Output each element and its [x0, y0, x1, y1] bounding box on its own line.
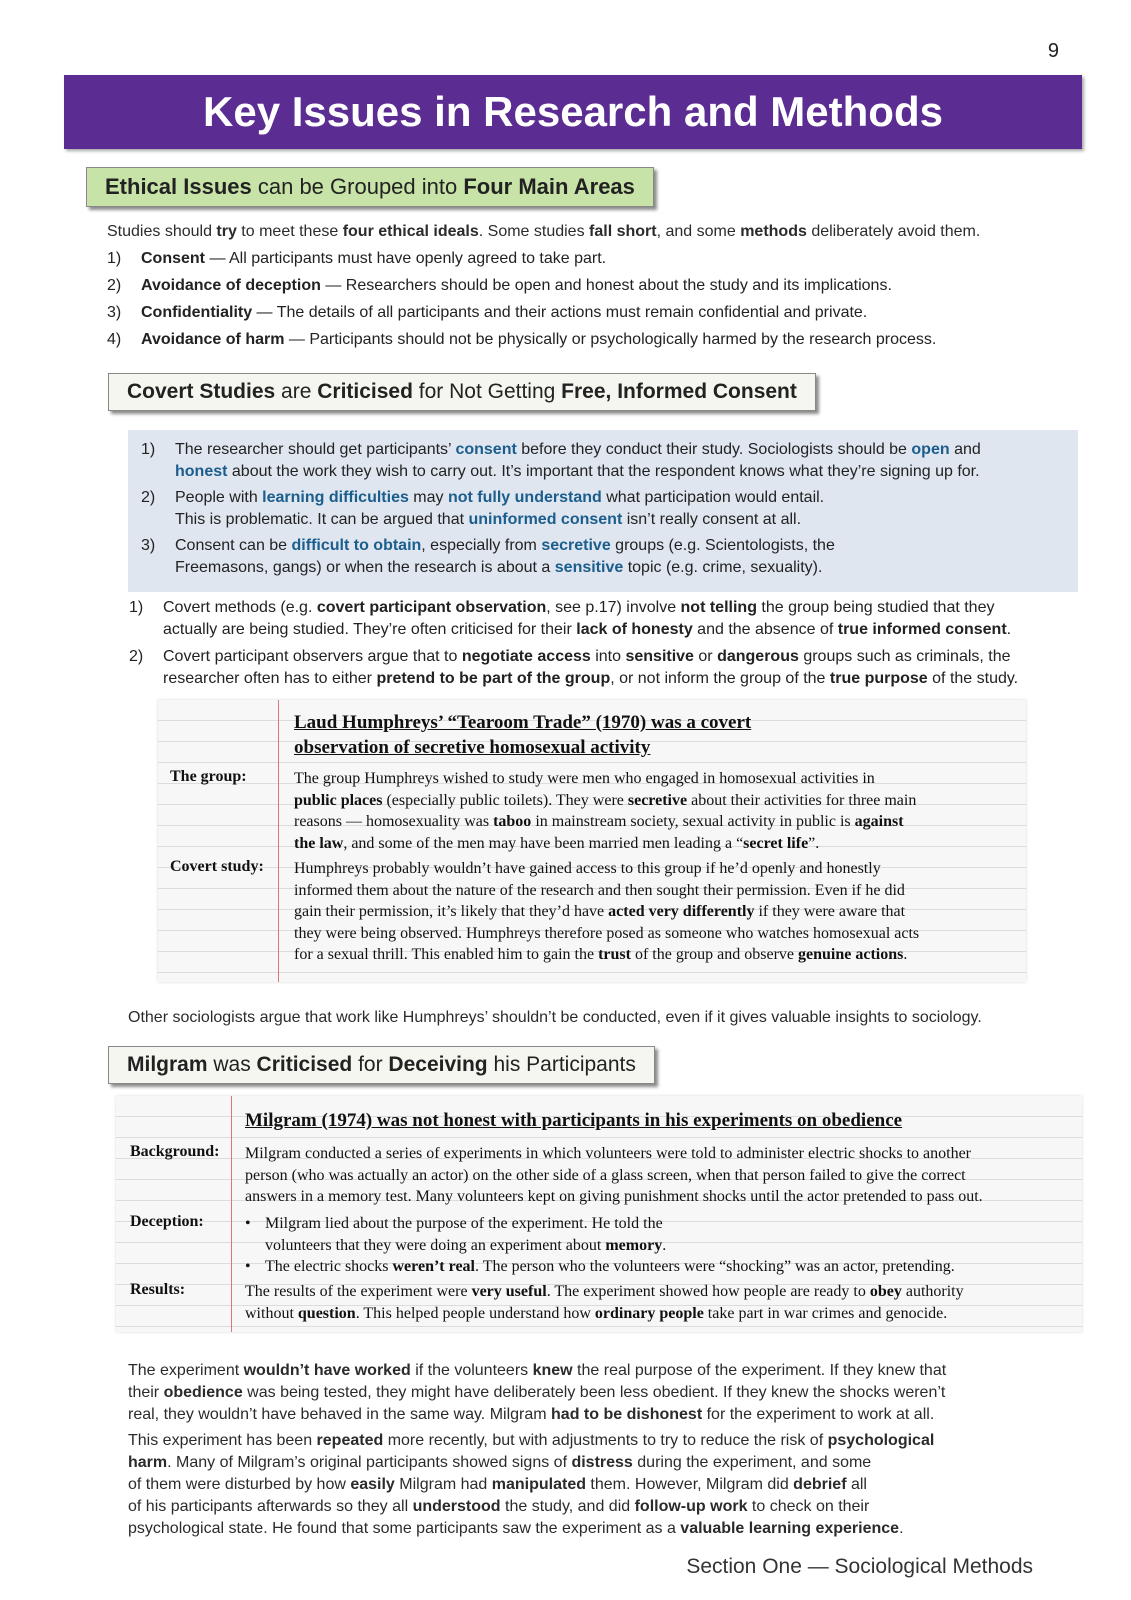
list-item: 4) Avoidance of harm — Participants should not be physically or psychologically harmed by the research process. — [107, 331, 937, 348]
list-item: 2) People with learning difficulties may not fully understand what participation would entail. This is problematic. It can be argued that uninformed consent isn’t really consent at all. — [141, 489, 825, 528]
label-the-group: The group: — [170, 768, 247, 785]
list-item: 1) The researcher should get participants’ consent before they conduct their study. Sociologists should be open and honest about the work they wish to carry out. It’s important that the respondent knows what they’re signing up for. — [141, 441, 981, 480]
list-item: 1) Covert methods (e.g. covert participant observation, see p.17) involve not telling the group being studied that they actually are being studied. They’re often criticised for their lack of honesty and the absence of true informed consent. — [129, 599, 1012, 638]
title-banner — [64, 75, 1082, 149]
note-margin-line — [231, 1096, 232, 1332]
humphreys-criticism-text: Other sociologists argue that work like Humphreys’ shouldn’t be conducted, even if it gives valuable insights to sociology. — [128, 1009, 982, 1026]
humphreys-covert-text: Humphreys probably wouldn’t have gained access to this group if he’d openly and honestly informed them about the nature of the research and then sought their permission. Even if he did gain their permission, it’s likely that they’d have acted very differently if they were aware that they were being observed. Humphreys therefore posed as someone who watches homosexual acts for a sexual thrill. This enabled him to gain the trust of the group and observe genuine actions. — [294, 860, 920, 963]
section-heading-milgram: Milgram was Criticised for Deceiving his Participants — [108, 1046, 655, 1084]
label-background: Background: — [130, 1143, 220, 1160]
milgram-results-text: The results of the experiment were very useful. The experiment showed how people are ready to obey authority without question. This helped people understand how ordinary people take part in war crimes and genocide. — [245, 1283, 964, 1322]
milgram-paragraph-2: This experiment has been repeated more recently, but with adjustments to try to reduce the risk of psychological harm. Many of Milgram’s original participants showed signs of distress during the experiment, and some of them were disturbed by how easily Milgram had manipulated them. However, Milgram did debrief all of his participants afterwards so they all understood the study, and did follow-up work to check on their psychological state. He found that some participants saw the experiment as a valuable learning experience. — [128, 1432, 935, 1537]
label-results: Results: — [130, 1281, 186, 1298]
milgram-case-study-note — [116, 1096, 1082, 1332]
section-heading-ethical-issues: Ethical Issues can be Grouped into Four Main Areas — [86, 167, 654, 207]
list-item: 3) Consent can be difficult to obtain, especially from secretive groups (e.g. Scientologists, the Freemasons, gangs) or when the research is about a sensitive topic (e.g. crime, sexuality). — [141, 537, 835, 576]
milgram-heading: Milgram (1974) was not honest with participants in his experiments on obedience — [245, 1110, 903, 1131]
ethical-intro: Studies should try to meet these four ethical ideals. Some studies fall short, and some methods deliberately avoid them. — [107, 223, 981, 240]
ethical-ideals-list — [107, 248, 936, 356]
label-covert-study: Covert study: — [170, 858, 264, 875]
milgram-deception-text: • Milgram lied about the purpose of the experiment. He told the volunteers that they were doing an experiment about memory. • The electric shocks weren’t real. The person who the volunteers were “shocking” was an actor, pretending. — [245, 1215, 955, 1275]
section-heading-covert-studies: Covert Studies are Criticised for Not Getting Free, Informed Consent — [108, 373, 816, 411]
consent-points-list — [141, 439, 981, 579]
page-number: 9 — [1047, 40, 1059, 62]
note-margin-line — [278, 700, 279, 982]
milgram-background-text: Milgram conducted a series of experiments in which volunteers were told to administer electric shocks to another person (who was actually an actor) on the other side of a glass screen, when that person failed to give the correct answers in a memory test. Many volunteers kept on giving punishment shocks until the actor pretended to pass out. — [245, 1145, 983, 1205]
humphreys-heading-line2: observation of secretive homosexual activity — [294, 737, 651, 758]
page-title: Key Issues in Research and Methods — [203, 88, 943, 135]
humphreys-group-text: The group Humphreys wished to study were men who engaged in homosexual activities in public places (especially public toilets). They were secretive about their activities for three main reasons — homosexuality was taboo in mainstream society, sexual activity in public is against the law, and some of the men may have been married men leading a “secret life”. — [294, 770, 917, 852]
list-item: 2) Covert participant observers argue that to negotiate access into sensitive or dangerous groups such as criminals, the researcher often has to either pretend to be part of the group, or not inform the group of the true purpose of the study. — [129, 648, 1019, 687]
list-item: 1) Consent — All participants must have openly agreed to take part. — [107, 250, 607, 267]
section-footer: Section One — Sociological Methods — [686, 1555, 1033, 1578]
humphreys-heading-line1: Laud Humphreys’ “Tearoom Trade” (1970) was a covert — [294, 712, 752, 733]
humphreys-case-study-note — [158, 700, 1026, 982]
covert-methods-list — [129, 597, 1018, 690]
milgram-paragraph-1: The experiment wouldn’t have worked if the volunteers knew the real purpose of the experiment. If they knew that their obedience was being tested, they might have deliberately been less obedient. If they knew the shocks weren’t real, they wouldn’t have behaved in the same way. Milgram had to be dishonest for the experiment to work at all. — [128, 1362, 947, 1423]
list-item: 3) Confidentiality — The details of all participants and their actions must remain confidential and private. — [107, 304, 868, 321]
label-deception: Deception: — [130, 1213, 204, 1230]
list-item: 2) Avoidance of deception — Researchers should be open and honest about the study and its implications. — [107, 277, 892, 294]
